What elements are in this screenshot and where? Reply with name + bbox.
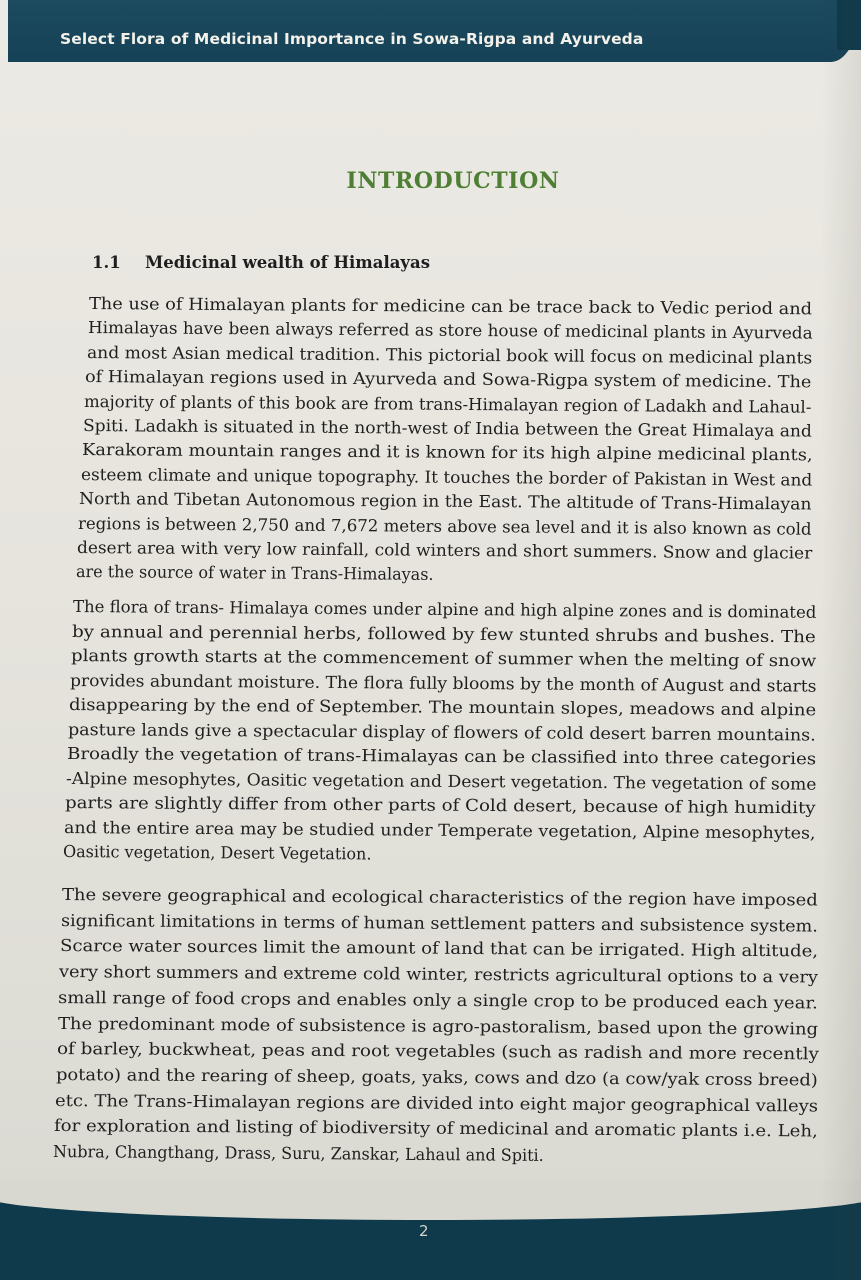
section-title: Medicinal wealth of Himalayas bbox=[145, 253, 430, 272]
body-line: Oasitic vegetation, Desert Vegetation. bbox=[62, 842, 372, 864]
body-line: are the source of water in Trans-Himalayas. bbox=[75, 562, 434, 585]
body-line: very short summers and extreme cold winter, restricts agricultural options to a very bbox=[59, 962, 819, 987]
body-line: and most Asian medical tradition. This pictorial book will focus on medicinal plants bbox=[86, 342, 812, 368]
body-line: Himalayas have been always referred as store house of medicinal plants in Ayurveda bbox=[87, 318, 813, 343]
body-line: small range of food crops and enables only a single crop to be produced each year. bbox=[58, 987, 819, 1013]
body-line: The severe geographical and ecological characteristics of the region have imposed bbox=[61, 885, 818, 910]
body-line: The flora of trans- Himalaya comes under alpine and high alpine zones and is dominated bbox=[72, 597, 817, 622]
chapter-title: INTRODUCTION bbox=[346, 168, 560, 194]
running-header-title: Select Flora of Medicinal Importance in Sowa-Rigpa and Ayurveda bbox=[60, 30, 644, 48]
body-line: The predominant mode of subsistence is agro-pastoralism, based upon the growing bbox=[57, 1013, 818, 1038]
body-line: and the entire area may be studied under Temperate vegetation, Alpine mesophytes, bbox=[63, 817, 816, 843]
body-line: plants growth starts at the commencement of summer when the melting of snow bbox=[70, 646, 817, 671]
body-line: for exploration and listing of biodiversity of medicinal and aromatic plants i.e. Leh, bbox=[53, 1116, 818, 1141]
section-number: 1.1 bbox=[92, 253, 121, 272]
body-line: pasture lands give a spectacular display of flowers of cold desert barren mountains. bbox=[67, 719, 816, 745]
page-shadow bbox=[821, 0, 861, 1280]
body-line: regions is between 2,750 and 7,672 meters above sea level and it is also known as cold bbox=[78, 513, 812, 539]
body-line: by annual and perennial herbs, followed by few stunted shrubs and bushes. The bbox=[71, 621, 816, 646]
body-line: The use of Himalayan plants for medicine can be trace back to Vedic period and bbox=[88, 294, 813, 319]
body-line: significant limitations in terms of human settlement patters and subsistence system. bbox=[61, 910, 819, 936]
body-line: Karakoram mountain ranges and it is known for its high alpine medicinal plants, bbox=[81, 440, 813, 465]
body-line: Nubra, Changthang, Drass, Suru, Zanskar, Lahaul and Spiti. bbox=[52, 1142, 544, 1165]
body-line: Spiti. Ladakh is situated in the north-west of India between the Great Himalaya and bbox=[82, 416, 812, 441]
body-line: majority of plants of this book are from trans-Himalayan region of Ladakh and Lahaul- bbox=[84, 391, 812, 417]
section-heading bbox=[92, 253, 430, 272]
body-line: Scarce water sources limit the amount of land that can be irrigated. High altitude, bbox=[60, 936, 819, 961]
body-line: disappearing by the end of September. The mountain slopes, meadows and alpine bbox=[68, 695, 817, 720]
body-line: provides abundant moisture. The flora fully blooms by the month of August and starts bbox=[69, 670, 817, 696]
body-line: potato) and the rearing of sheep, goats, yaks, cows and dzo (a cow/yak cross breed) bbox=[55, 1064, 818, 1090]
body-line: North and Tibetan Autonomous region in the East. The altitude of Trans-Himalayan bbox=[79, 489, 813, 514]
body-line: Broadly the vegetation of trans-Himalayas can be classified into three categories bbox=[66, 744, 817, 769]
body-line: parts are slightly differ from other parts of Cold desert, because of high humidity bbox=[64, 793, 816, 818]
body-line: -Alpine mesophytes, Oasitic vegetation and Desert vegetation. The vegetation of some bbox=[65, 768, 817, 794]
body-line: esteem climate and unique topography. It touches the border of Pakistan in West and bbox=[80, 464, 812, 490]
body-line: of barley, buckwheat, peas and root vegetables (such as radish and more recently bbox=[56, 1039, 819, 1064]
page-number: 2 bbox=[419, 1222, 429, 1240]
body-line: of Himalayan regions used in Ayurveda and Sowa-Rigpa system of medicine. The bbox=[85, 367, 812, 392]
body-line: etc. The Trans-Himalayan regions are divided into eight major geographical valleys bbox=[54, 1090, 818, 1116]
body-line: desert area with very low rainfall, cold winters and short summers. Snow and glacier bbox=[76, 538, 813, 563]
